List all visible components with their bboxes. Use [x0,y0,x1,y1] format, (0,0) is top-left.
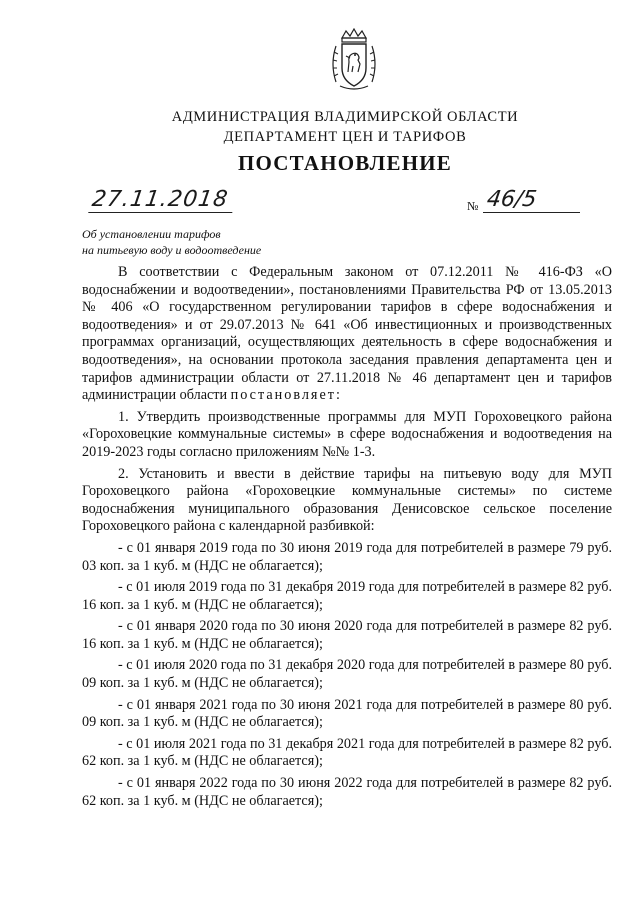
subject-line: на питьевую воду и водоотведение [82,243,262,257]
number-value: 46/5 [485,187,539,212]
number-sign: № [467,199,479,213]
number-underline [483,212,580,213]
decree-word: постановляет: [230,387,342,404]
paragraph-2: 2. Установить и ввести в действие тарифы на питьевую воду для МУП Гороховецкого района «Гороховецкие коммунальные системы» по системе водоснабжения муниципального образования Денисовское сельское поселение Гороховецкого района с календарной разбивкой: [82,465,612,535]
preamble-paragraph [82,264,612,405]
tariff-item: - с 01 января 2019 года по 30 июня 2019 года для потребителей в размере 79 руб. 03 коп. за 1 куб. м (НДС не облагается); [82,539,612,574]
document-body [82,264,612,814]
tariff-item: - с 01 июля 2020 года по 31 декабря 2020 года для потребителей в размере 80 руб. 09 коп. за 1 куб. м (НДС не облагается); [82,657,612,692]
tariff-item: - с 01 января 2021 года по 30 июня 2021 года для потребителей в размере 80 руб. 09 коп. за 1 куб. м (НДС не облагается); [82,696,612,731]
document-subject [82,226,342,258]
organization-name: АДМИНИСТРАЦИЯ ВЛАДИМИРСКОЙ ОБЛАСТИ [171,109,519,125]
tariff-item: - с 01 июля 2021 года по 31 декабря 2021 года для потребителей в размере 82 руб. 62 коп. за 1 куб. м (НДС не облагается); [82,735,612,770]
coat-of-arms-icon [328,28,380,92]
tariff-item: - с 01 июля 2019 года по 31 декабря 2019 года для потребителей в размере 82 руб. 16 коп. за 1 куб. м (НДС не облагается); [82,579,612,613]
document-date: 27.11.2018 [88,188,235,213]
document-number [467,187,582,217]
department-name: ДЕПАРТАМЕНТ ЦЕН И ТАРИФОВ [223,129,467,145]
tariff-item: - с 01 января 2020 года по 30 июня 2020 года для потребителей в размере 82 руб. 16 коп. за 1 куб. м (НДС не облагается); [82,618,612,652]
paragraph-1: 1. Утвердить производственные программы для МУП Гороховецкого района «Гороховецкие коммунальные системы» в сфере водоснабжения и водоотведения на 2019-2023 годы согласно приложениям №№ 1-3. [82,408,612,460]
subject-line: Об установлении тарифов [82,227,221,241]
tariff-item: - с 01 января 2022 года по 30 июня 2022 года для потребителей в размере 82 руб. 62 коп. за 1 куб. м (НДС не облагается); [82,775,612,809]
preamble-text: В соответствии с Федеральным законом от 07.12.2011 № 416-ФЗ «О водоснабжении и водоотведении», постановлениями Правительства РФ от 13.05.2013 № 406 «О государственном регулировании тарифов в сфере водоснабжения и водоотведения» и от 29.07.2013 № 641 «Об инвестиционных и производственных программах организаций, осуществляющих деятельность в сфере водоснабжения и водоотведения», на основании протокола заседания правления департамента цен и тарифов администрации области от 27.11.2018 № 46 департамент цен и тарифов администрации области [82,264,612,404]
document-title: ПОСТАНОВЛЕНИЕ [237,151,453,175]
